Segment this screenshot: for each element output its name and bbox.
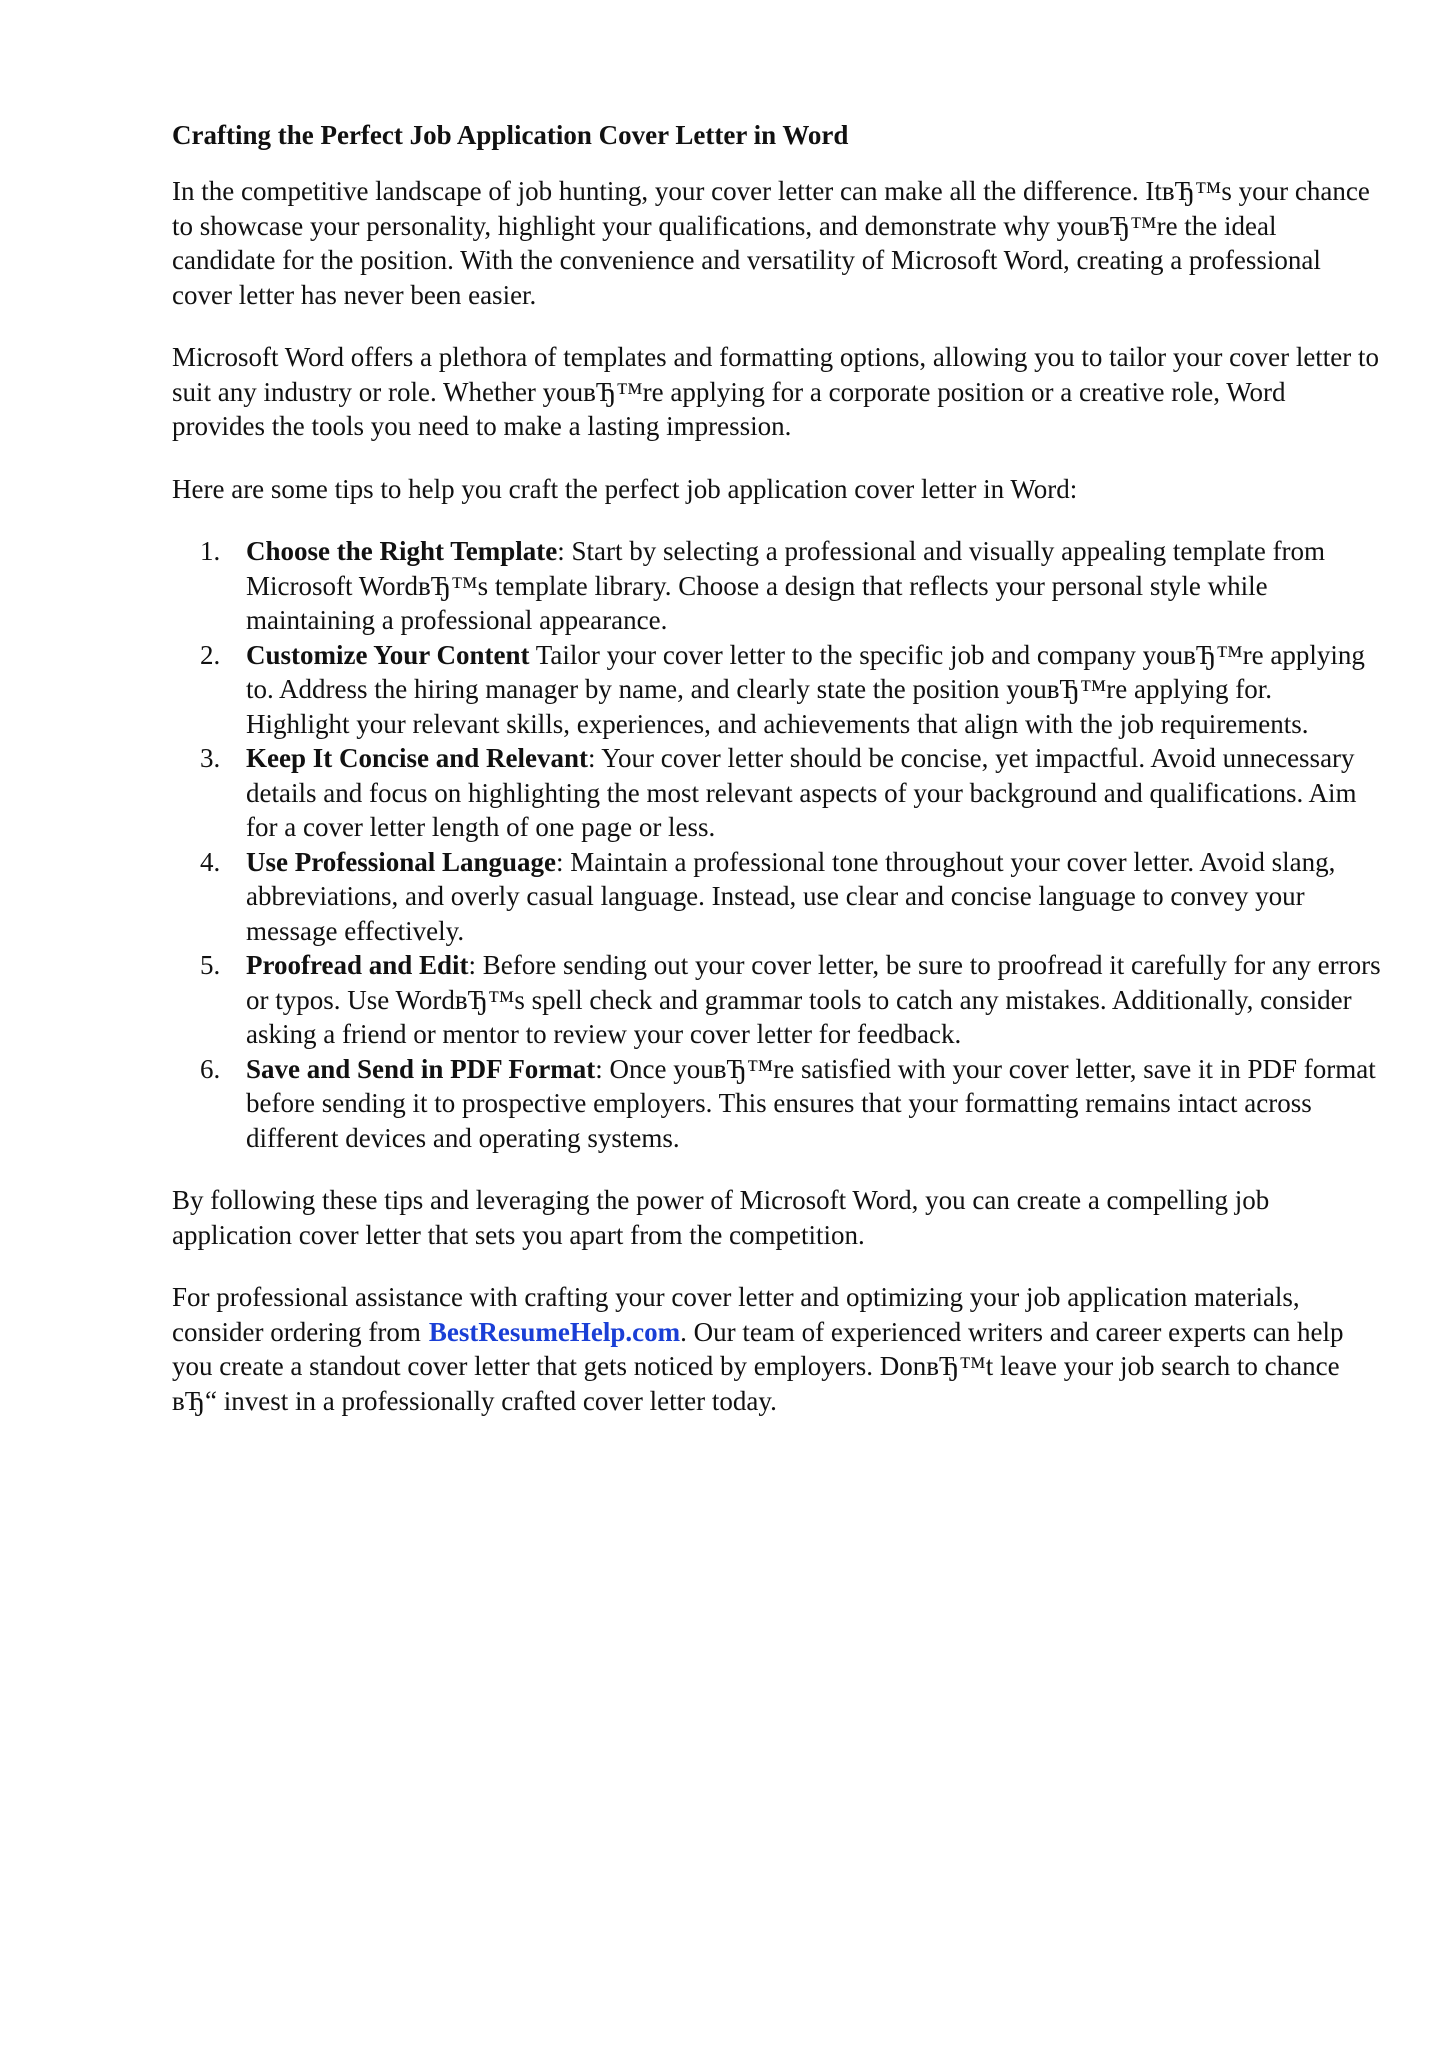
- list-item-body: : Once youвЂ™re satisfied with your cover letter, save it in PDF format before sending it to prospective employers. This ensures that your formatting remains intact across different devices and operating systems.: [246, 1053, 1376, 1153]
- list-item: [172, 948, 1382, 1052]
- bestresumehelp-link[interactable]: BestResumeHelp.com: [428, 1316, 681, 1347]
- document-page: [172, 118, 1382, 1446]
- closing-text-after-link: . Our team of experienced writers and career experts can help you create a standout cover letter that gets noticed by employers. DonвЂ™t leave your job search to chance вЂ“ invest in a professionally crafted cover letter today.: [172, 1316, 1344, 1416]
- list-item-number: 4.: [200, 846, 221, 877]
- closing-paragraph: [172, 1280, 1382, 1418]
- list-item: [172, 638, 1382, 742]
- intro-paragraph-1: In the competitive landscape of job hunting, your cover letter can make all the difference. ItвЂ™s your chance to showcase your personality, highlight your qualifications, and demonstrate why youвЂ™re the ideal candidate for the position. With the convenience and versatility of Microsoft Word, creating a professional cover letter has never been easier.: [172, 176, 1370, 310]
- tips-lead-in: Here are some tips to help you craft the perfect job application cover letter in Word:: [172, 473, 1078, 504]
- list-item-number: 5.: [200, 950, 221, 980]
- list-item-title: Use Professional Language: [246, 846, 557, 877]
- list-item-title: Keep It Concise and Relevant: [246, 743, 588, 773]
- list-item-body: : Your cover letter should be concise, yet impactful. Avoid unnecessary details and focus on highlighting the most relevant aspects of your background and qualifications. Aim for a cover letter length of one page or less.: [246, 743, 1357, 842]
- list-item-number: 6.: [200, 1053, 221, 1084]
- list-item-body: : Maintain a professional tone throughout your cover letter. Avoid slang, abbreviations, and overly casual language. Instead, use clear and concise language to convey your message effectively.: [246, 846, 1336, 946]
- list-item: [172, 534, 1382, 638]
- list-item-body: : Start by selecting a professional and visually appealing template from Microsoft WordвЂ™s template library. Choose a design that reflects your personal style while maintaining a professional appearance.: [246, 536, 1326, 635]
- list-item-title: Proofread and Edit: [246, 950, 469, 980]
- list-item: [172, 1052, 1382, 1156]
- tips-list: [172, 534, 1382, 1155]
- list-item-body: : Before sending out your cover letter, be sure to proofread it carefully for any errors or typos. Use WordвЂ™s spell check and grammar tools to catch any mistakes. Additionally, consider asking a friend or mentor to review your cover letter for feedback.: [246, 950, 1381, 1049]
- conclusion-paragraph: By following these tips and leveraging the power of Microsoft Word, you can create a compelling job application cover letter that sets you apart from the competition.: [172, 1185, 1270, 1250]
- list-item-title: Customize Your Content: [246, 639, 530, 670]
- closing-text-before-link: For professional assistance with crafting your cover letter and optimizing your job application materials, consider ordering from: [172, 1282, 1300, 1347]
- list-item: [172, 741, 1382, 845]
- list-item-number: 2.: [200, 639, 221, 670]
- list-item-number: 3.: [200, 743, 221, 773]
- list-item-number: 1.: [200, 536, 221, 566]
- list-item-title: Save and Send in PDF Format: [246, 1053, 596, 1084]
- list-item: [172, 845, 1382, 949]
- intro-paragraph-2: Microsoft Word offers a plethora of templates and formatting options, allowing you to tailor your cover letter to suit any industry or role. Whether youвЂ™re applying for a corporate position or a creative role, Word provides the tools you need to make a lasting impression.: [172, 342, 1380, 441]
- list-item-title: Choose the Right Template: [246, 536, 558, 566]
- document-title: Crafting the Perfect Job Application Cover Letter in Word: [172, 120, 849, 150]
- list-item-body: Tailor your cover letter to the specific job and company youвЂ™re applying to. Address the hiring manager by name, and clearly state the position youвЂ™re applying for. Highlight your relevant skills, experiences, and achievements that align with the job requirements.: [246, 639, 1365, 739]
